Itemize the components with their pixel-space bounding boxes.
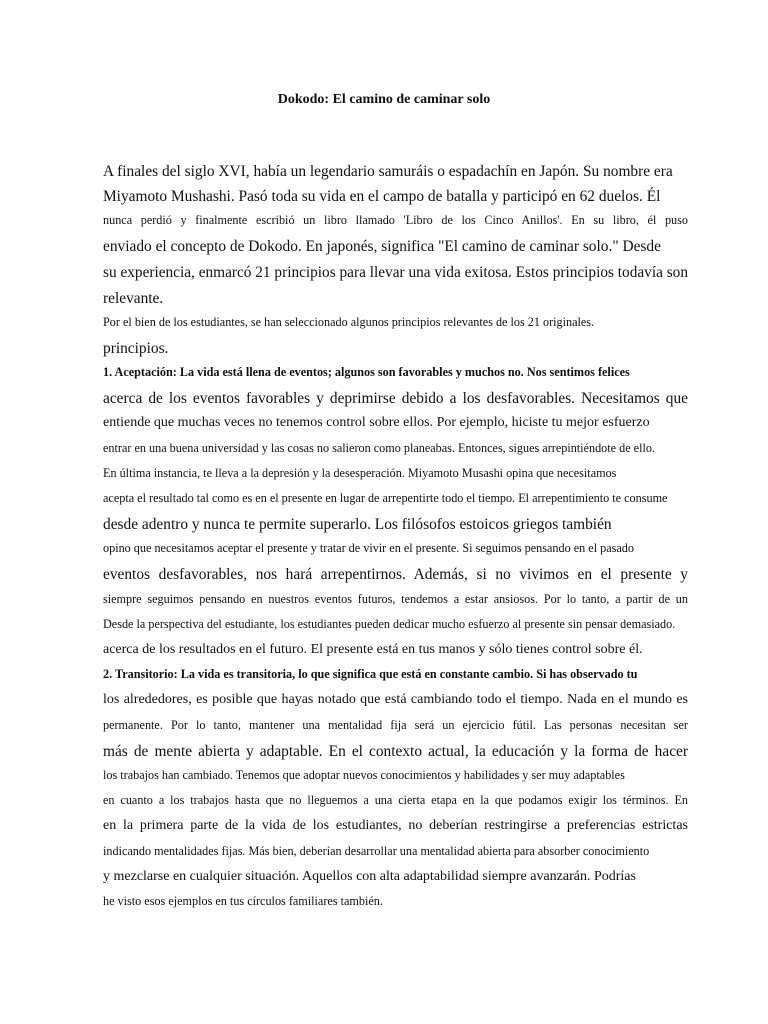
text-line: entiende que muchas veces no tenemos control sobre ellos. Por ejemplo, hiciste tu mejor esfuerzo	[103, 415, 650, 430]
text-line: opino que necesitamos aceptar el presente y tratar de vivir en el presente. Si seguimos pensando en el pasado	[103, 541, 634, 555]
text-line: desde adentro y nunca te permite superarlo. Los filósofos estoicos griegos también	[103, 516, 612, 533]
text-line: acerca de los eventos favorables y deprimirse debido a los desfavorables. Necesitamos que	[103, 390, 688, 407]
text-line: eventos desfavorables, nos hará arrepentirnos. Además, si no vivimos en el presente y	[103, 566, 688, 583]
text-line: acepta el resultado tal como es en el presente en lugar de arrepentirte todo el tiempo. El arrepentimiento te consume	[103, 491, 668, 505]
section-heading: 1. Aceptación: La vida está llena de eventos; algunos son favorables y muchos no. Nos sentimos felices	[103, 365, 630, 379]
section-heading: 2. Transitorio: La vida es transitoria, lo que significa que está en constante cambio. Si has observado tu	[103, 667, 638, 681]
text-line: Miyamoto Mushashi. Pasó toda su vida en el campo de batalla y participó en 62 duelos. Él	[103, 188, 661, 205]
text-line: en cuanto a los trabajos hasta que no lleguemos a una cierta etapa en la que podamos exigir los términos. En	[103, 793, 688, 807]
text-line: enviado el concepto de Dokodo. En japonés, significa "El camino de caminar solo." Desde	[103, 238, 661, 255]
text-line: Por el bien de los estudiantes, se han seleccionado algunos principios relevantes de los 21 originales.	[103, 315, 595, 329]
text-line: y mezclarse en cualquier situación. Aquellos con alta adaptabilidad siempre avanzarán. Podrías	[103, 869, 636, 884]
text-line: indicando mentalidades fijas. Más bien, deberían desarrollar una mentalidad abierta para absorber conocimiento	[103, 844, 650, 858]
text-line: relevante.	[103, 290, 164, 307]
text-line: más de mente abierta y adaptable. En el contexto actual, la educación y la forma de hacer	[103, 743, 688, 760]
text-line: en la primera parte de la vida de los estudiantes, no deberían restringirse a preferencias estrictas	[103, 818, 688, 833]
text-line: siempre seguimos pensando en nuestros eventos futuros, tendemos a estar ansiosos. Por lo tanto, a partir de un	[103, 592, 688, 606]
text-line: los alrededores, es posible que hayas notado que está cambiando todo el tiempo. Nada en el mundo es	[103, 692, 688, 707]
text-line: entrar en una buena universidad y las cosas no salieron como planeabas. Entonces, sigues arrepintiéndote de ello.	[103, 441, 655, 455]
text-line: los trabajos han cambiado. Tenemos que adoptar nuevos conocimientos y habilidades y ser muy adaptables	[103, 768, 625, 782]
text-line: A finales del siglo XVI, había un legendario samuráis o espadachín en Japón. Su nombre era	[103, 163, 673, 180]
text-line: he visto esos ejemplos en tus círculos familiares también.	[103, 894, 383, 908]
text-line: permanente. Por lo tanto, mantener una mentalidad fija será un ejercicio fútil. Las personas necesitan ser	[103, 718, 688, 732]
text-line: principios.	[103, 340, 169, 357]
text-line: acerca de los resultados en el futuro. El presente está en tus manos y sólo tienes control sobre él.	[103, 642, 643, 657]
text-line: Desde la perspectiva del estudiante, los estudiantes pueden dedicar mucho esfuerzo al presente sin pensar demasiado.	[103, 617, 676, 631]
text-line: su experiencia, enmarcó 21 principios para llevar una vida exitosa. Estos principios todavía son	[103, 264, 688, 281]
text-line: En última instancia, te lleva a la depresión y la desesperación. Miyamoto Musashi opina que necesitamos	[103, 466, 617, 480]
document-title: Dokodo: El camino de caminar solo	[277, 92, 491, 107]
text-line: nunca perdió y finalmente escribió un libro llamado 'Libro de los Cinco Anillos'. En su libro, él puso	[103, 213, 688, 227]
